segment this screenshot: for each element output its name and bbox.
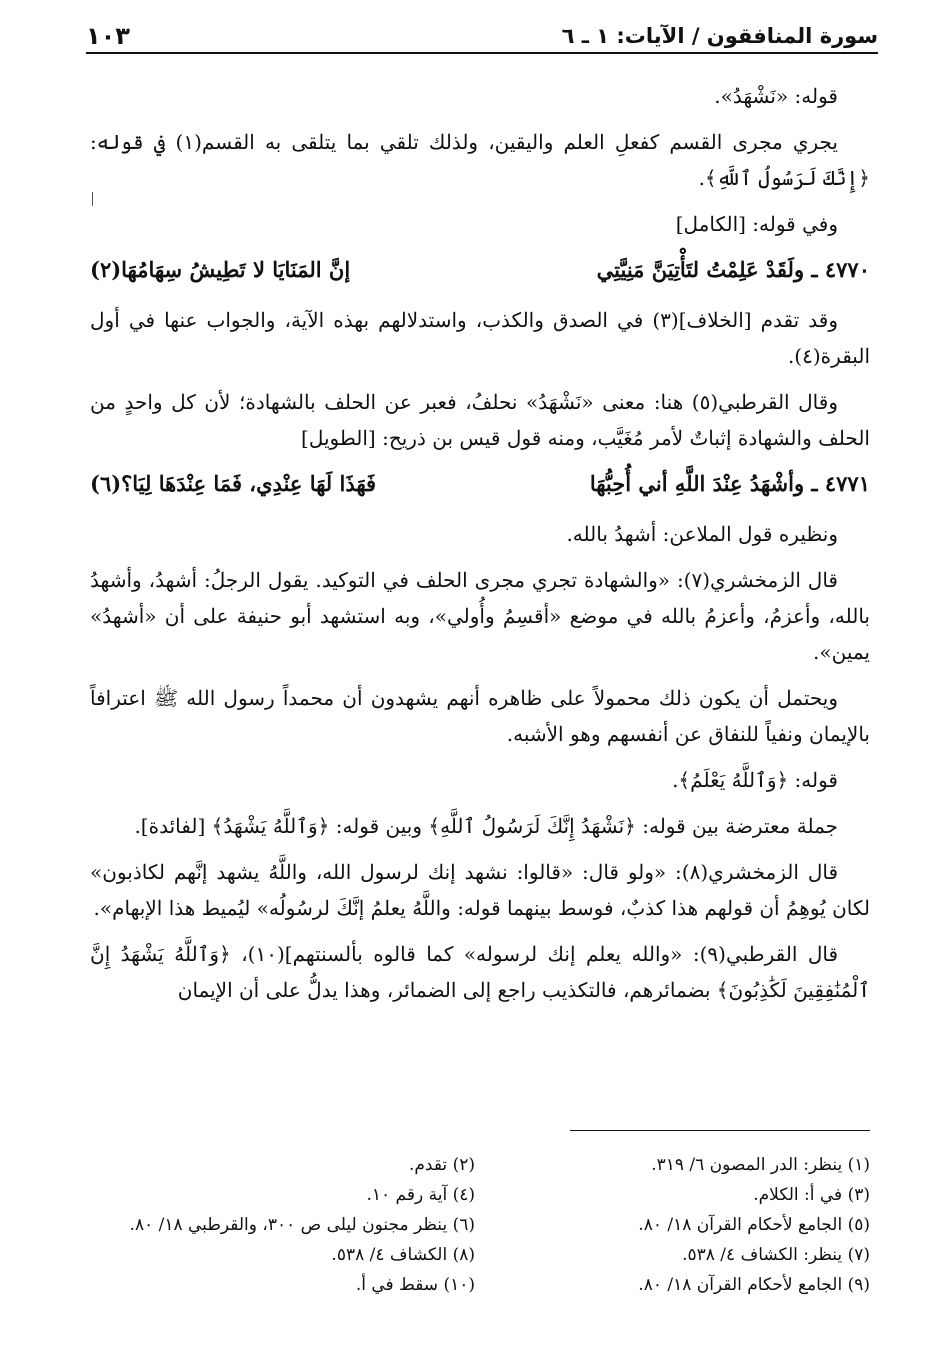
verse-second-hemistich: إنَّ المَنَايَا لا تَطِيشُ سِهَامُهَا(٢) [90, 257, 351, 282]
page-header [86, 8, 878, 54]
page-number: ١٠٣ [86, 22, 130, 50]
verse-first-hemistich: ٤٧٧٠ ـ ولَقَدْ عَلِمْتُ لتَأْتِيَنَّ مَنِيَّتِي [596, 257, 870, 282]
footnote: (٣) في أ: الكلام. [753, 1185, 870, 1205]
poetry-verse [90, 466, 870, 502]
paragraph: قال الزمخشري(٨): «ولو قال: «قالوا: نشهد إنك لرسول الله، واللَّهُ يشهد إنَّهم لكاذبون» لكان يُوهِمُ أن قولهم هذا كذبٌ، فوسط بينهما قوله: واللَّهُ يعلمُ إنَّكَ لرسُولُه» ليُميط هذا الإبهام». [90, 860, 870, 920]
running-title: سورة المنافقون / الآيات: ١ ـ ٦ [561, 24, 878, 48]
verse-second-hemistich: فَهَذَا لَهَا عِنْدِي، فَمَا عِنْدَهَا لِيَا؟(٦) [90, 471, 377, 496]
paragraph: وفي قوله: [الكامل] [675, 212, 838, 236]
footnote: (٢) تقدم. [408, 1155, 475, 1175]
paragraph: وقال القرطبي(٥) هنا: معنى «نَشْهَدُ» نحلفُ، فعبر عن الحلف بالشهادة؛ لأن كل واحدٍ من الحلف والشهادة إثباتٌ لأمر مُغَيَّب، ومنه قول قيس بن ذريح: [الطويل] [90, 390, 870, 450]
footnote: (٤) آية رقم ١٠. [366, 1185, 475, 1205]
paragraph: يجري مجرى القسم كفعلِ العلم واليقين، ولذلك تلقي بما يتلقى به القسم(١) في قوله: ﴿إِنَّكَ لَرَسُولُ ٱللَّهِ﴾. [90, 130, 870, 190]
paragraph: وقد تقدم [الخلاف](٣) في الصدق والكذب، واستدلالهم بهذه الآية، والجواب عنها في أول البقرة(٤). [90, 308, 870, 368]
footnote: (٧) ينظر: الكشاف ٤/ ٥٣٨. [682, 1245, 870, 1265]
footnotes [120, 1150, 870, 1300]
footnote: (٦) ينظر مجنون ليلى ص ٣٠٠، والقرطبي ١٨/ ٨٠. [129, 1215, 475, 1235]
verse-first-hemistich: ٤٧٧١ ـ وأشْهَدُ عِنْدَ اللَّهِ أني أُحِبُّهَا [589, 471, 870, 496]
footnote: (٥) الجامع لأحكام القرآن ١٨/ ٨٠. [638, 1215, 870, 1235]
paragraph: قوله: «نَشْهَدُ». [714, 84, 838, 108]
footnote: (٨) الكشاف ٤/ ٥٣٨. [331, 1245, 475, 1265]
paragraph: جملة معترضة بين قوله: ﴿نَشْهَدُ إِنَّكَ لَرَسُولُ ٱللَّهِ﴾ وبين قوله: ﴿وَٱللَّهُ يَشْهَدُ﴾ [لفائدة]. [134, 814, 838, 838]
poetry-verse [90, 252, 870, 288]
paragraph: ويحتمل أن يكون ذلك محمولاً على ظاهره أنهم يشهدون أن محمداً رسول الله ﷺ اعترافاً بالإيمان ونفياً للنفاق عن أنفسهم وهو الأشبه. [90, 686, 870, 746]
paragraph: ونظيره قول الملاعن: أشهدُ بالله. [566, 522, 838, 546]
footnote: (٩) الجامع لأحكام القرآن ١٨/ ٨٠. [638, 1275, 870, 1295]
paragraph: قال الزمخشري(٧): «والشهادة تجري مجرى الحلف في التوكيد. يقول الرجلُ: أشهدُ، وأشهدُ بالله، وأعزمُ، وأعزمُ بالله في موضع «أقسِمُ وأُولي»، وبه استشهد أبو حنيفة على أن «أشهدُ» يمين». [90, 568, 870, 664]
paragraph: قال القرطبي(٩): «والله يعلم إنك لرسوله» كما قالوه بألسنتهم](١٠)، ﴿وَٱللَّهُ يَشْهَدُ إِنَّ ٱلْمُنَٰفِقِينَ لَكَٰذِبُونَ﴾ بضمائرهم، فالتكذيب راجع إلى الضمائر، وهذا يدلُّ على أن الإيمان [90, 942, 870, 1002]
paragraph: قوله: ﴿وَٱللَّهُ يَعْلَمُ﴾. [672, 768, 838, 792]
footnote: (١٠) سقط في أ. [355, 1275, 475, 1295]
footnote: (١) ينظر: الدر المصون ٦/ ٣١٩. [651, 1155, 870, 1175]
footnote-separator [570, 1130, 870, 1131]
